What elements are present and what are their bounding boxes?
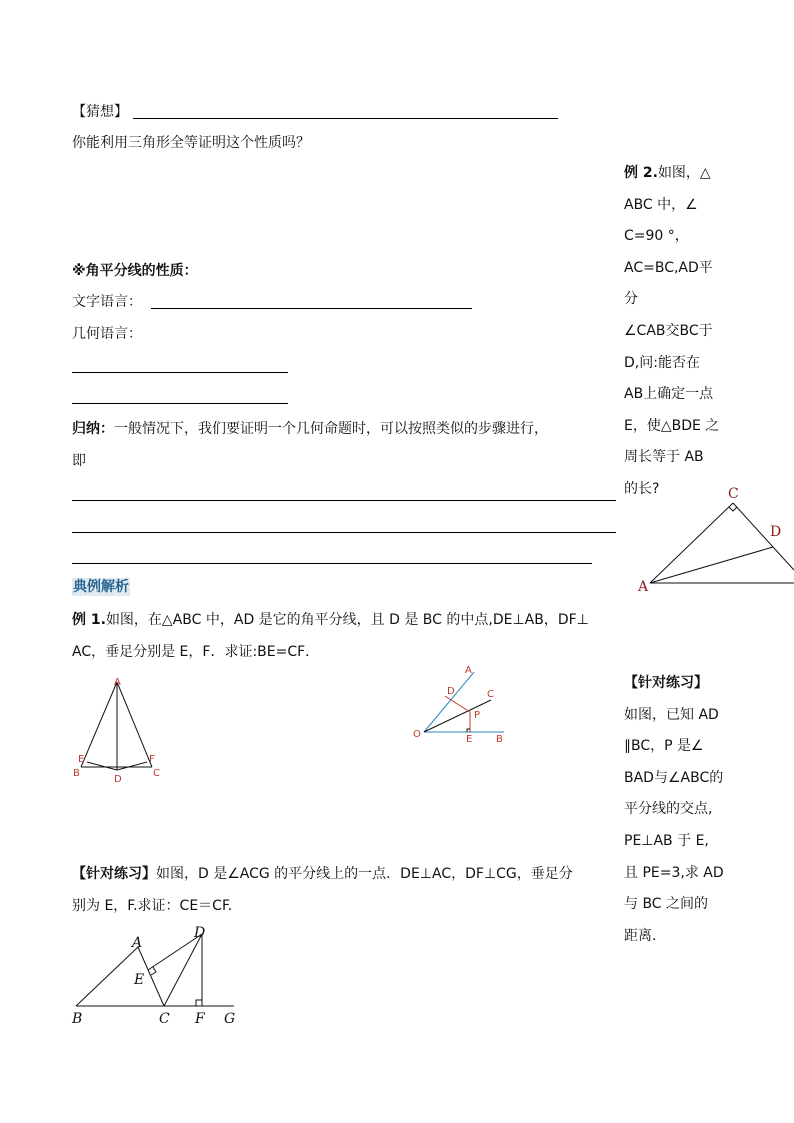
angle-label-p: P <box>474 710 481 721</box>
example2-label-d: D <box>770 524 782 540</box>
geometry-blank-2[interactable] <box>72 403 288 404</box>
property-heading: ※角平分线的性质： <box>72 263 198 279</box>
practice2-block <box>624 668 728 952</box>
angle-label-b: B <box>496 734 503 745</box>
practice1-label-a: A <box>132 935 143 951</box>
practice1-label-f: F <box>195 1011 205 1027</box>
angle-label-a: A <box>465 665 472 676</box>
example2-line-7: E，使△BDE 之 <box>624 417 720 434</box>
angle-bisector-figure <box>408 660 518 745</box>
practice2-line-5: 且 PE=3,求 AD <box>624 864 724 881</box>
example2-label-c: C <box>728 486 739 502</box>
example1-text: 如图，在△ABC 中，AD 是它的角平分线，且 D 是 BC 的中点,DE⊥AB，DF⊥ <box>105 612 589 628</box>
example2-block <box>624 158 724 506</box>
geometry-language-label: 几何语言： <box>72 326 142 342</box>
practice2-line-3: 平分线的交点, <box>624 801 713 818</box>
practice2-line-0: 如图，已知 AD <box>624 706 719 723</box>
guess-label: 【猜想】 <box>72 104 128 120</box>
summary-text: 一般情况下，我们要证明一个几何命题时，可以按照类似的步骤进行， <box>114 421 548 437</box>
practice1-label-b: B <box>72 1011 83 1027</box>
text-language-blank[interactable] <box>151 308 472 309</box>
example2-line-2: C=90 °， <box>624 228 689 245</box>
text-language-label: 文字语言： <box>72 294 142 310</box>
practice1-label-d: D <box>194 925 206 941</box>
example2-line-0 <box>624 158 724 190</box>
practice1-line-1 <box>72 865 573 883</box>
practice1-text: 如图，D 是∠ACG 的平分线上的一点．DE⊥AC，DF⊥CG，垂足分 <box>156 866 573 882</box>
example2-figure <box>630 480 794 600</box>
practice1-line-2: 别为 E，F.求证：CE＝CF. <box>72 898 233 914</box>
practice2-line-1: ∥BC，P 是∠ <box>624 738 704 755</box>
summary-blank-3[interactable] <box>72 563 592 564</box>
example2-label: 例 2. <box>624 165 658 181</box>
example2-line-4: ∠CAB交BC于 <box>624 322 713 339</box>
example2-label-a: A <box>638 579 649 595</box>
summary-line-1 <box>72 420 548 438</box>
example1-label: 例 1. <box>72 612 106 628</box>
summary-label: 归纳： <box>72 421 114 437</box>
ex1-label-d: D <box>114 774 122 784</box>
guess-blank[interactable] <box>133 118 558 119</box>
angle-label-d: D <box>447 686 455 697</box>
practice2-label: 【针对练习】 <box>624 675 708 691</box>
practice1-label: 【针对练习】 <box>72 866 156 882</box>
practice2-line-7: 距离. <box>624 927 657 944</box>
angle-label-e: E <box>466 734 473 745</box>
question-text: 你能利用三角形全等证明这个性质吗？ <box>72 135 310 151</box>
practice1-label-g: G <box>224 1011 236 1027</box>
practice1-label-c: C <box>159 1011 170 1027</box>
example2-line-9: 的长? <box>624 480 660 497</box>
example2-line-5: D,问:能否在 <box>624 354 700 371</box>
practice2-line-6: 与 BC 之间的 <box>624 896 709 913</box>
example2-line-1: ABC 中，∠ <box>624 196 698 213</box>
summary-blank-1[interactable] <box>72 500 616 501</box>
example1-line-1 <box>72 611 589 629</box>
ex1-label-b: B <box>73 768 80 779</box>
angle-label-c: C <box>487 689 494 700</box>
ex1-label-e: E <box>78 754 85 765</box>
summary-line-2: 即 <box>72 453 86 469</box>
practice2-line-4: PE⊥AB 于 E, <box>624 832 709 849</box>
practice1-figure <box>66 920 246 1030</box>
ex1-label-a: A <box>114 677 121 688</box>
summary-blank-2[interactable] <box>72 532 616 533</box>
example2-line-6: AB上确定一点 <box>624 386 714 403</box>
practice1-label-e: E <box>134 972 145 988</box>
angle-label-o: O <box>413 729 421 740</box>
ex1-label-f: F <box>149 754 155 765</box>
example2-line-8: 周长等于 AB <box>624 449 704 466</box>
ex1-label-c: C <box>153 768 160 779</box>
example1-line-2: AC，垂足分别是 E，F．求证:BE=CF． <box>72 644 320 660</box>
example2-text-0: 如图，△ <box>657 165 711 181</box>
geometry-blank-1[interactable] <box>72 372 288 373</box>
practice2-line-2: BAD与∠ABC的 <box>624 769 724 786</box>
section-title: 典例解析 <box>73 579 129 595</box>
example2-line-3: AC=BC,AD平分 <box>624 259 713 308</box>
example1-figure <box>70 672 170 784</box>
